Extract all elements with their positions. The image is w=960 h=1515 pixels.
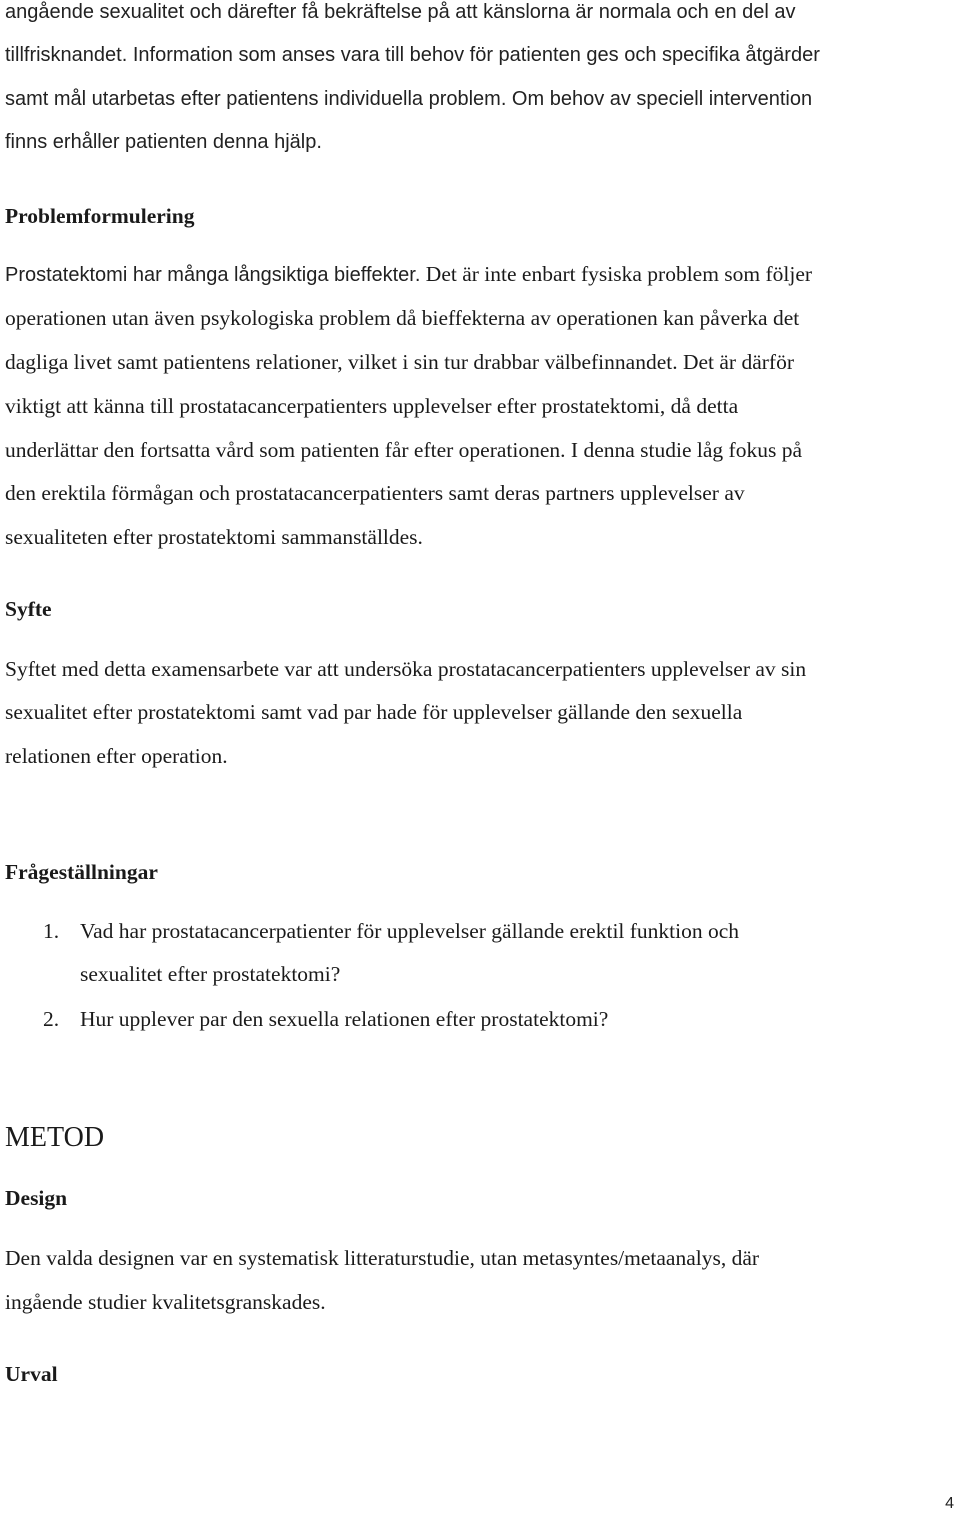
intro-line-1: angående sexualitet och därefter få bekräftelse på att känslorna är normala och en del av xyxy=(5,1,796,23)
problem-line-2: operationen utan även psykologiska problem då bieffekterna av operationen kan påverka det xyxy=(5,306,800,330)
intro-line-4: finns erhåller patienten denna hjälp. xyxy=(5,131,322,153)
subsection-heading-urval: Urval xyxy=(5,1362,58,1386)
question-2-line-1: Hur upplever par den sexuella relationen efter prostatektomi? xyxy=(80,1007,609,1031)
problem-line-1 xyxy=(5,264,812,286)
page-number: 4 xyxy=(945,1495,954,1512)
design-line-2: ingående studier kvalitetsgranskades. xyxy=(5,1290,326,1314)
question-1-line-1: Vad har prostatacancerpatienter för upplevelser gällande erektil funktion och xyxy=(80,919,740,943)
section-heading-syfte: Syfte xyxy=(5,597,52,621)
subsection-heading-design: Design xyxy=(5,1186,68,1210)
intro-line-3: samt mål utarbetas efter patientens individuella problem. Om behov av speciell intervention xyxy=(5,88,813,110)
section-heading-metod: METOD xyxy=(5,1122,105,1153)
syfte-line-3: relationen efter operation. xyxy=(5,744,228,768)
syfte-line-2: sexualitet efter prostatektomi samt vad par hade för upplevelser gällande den sexuella xyxy=(5,700,743,724)
problem-line-7: sexualiteten efter prostatektomi sammanställdes. xyxy=(5,525,423,549)
question-2-number: 2. xyxy=(43,1007,60,1031)
problem-line-4: viktigt att känna till prostatacancerpatienters upplevelser efter prostatektomi, då detta xyxy=(5,394,739,418)
section-heading-problemformulering: Problemformulering xyxy=(5,204,195,228)
design-line-1: Den valda designen var en systematisk litteraturstudie, utan metasyntes/metaanalys, där xyxy=(5,1246,760,1270)
problem-line-6: den erektila förmågan och prostatacancerpatienters samt deras partners upplevelser av xyxy=(5,481,745,505)
syfte-line-1: Syftet med detta examensarbete var att undersöka prostatacancerpatienters upplevelser av sin xyxy=(5,657,807,681)
question-1-line-2: sexualitet efter prostatektomi? xyxy=(80,962,341,986)
problem-line-3: dagliga livet samt patientens relationer, vilket i sin tur drabbar välbefinnandet. Det är därför xyxy=(5,350,794,374)
question-1-number: 1. xyxy=(43,919,60,943)
section-heading-fragestallningar: Frågeställningar xyxy=(5,860,158,884)
problem-first-rest: Det är inte enbart fysiska problem som följer xyxy=(420,262,813,286)
intro-line-2: tillfrisknandet. Information som anses vara till behov för patienten ges och specifika åtgärder xyxy=(5,44,820,66)
problem-first-sentence: Prostatektomi har många långsiktiga bieffekter. xyxy=(5,264,421,286)
problem-line-5: underlättar den fortsatta vård som patienten får efter operationen. I denna studie låg fokus på xyxy=(5,438,802,462)
